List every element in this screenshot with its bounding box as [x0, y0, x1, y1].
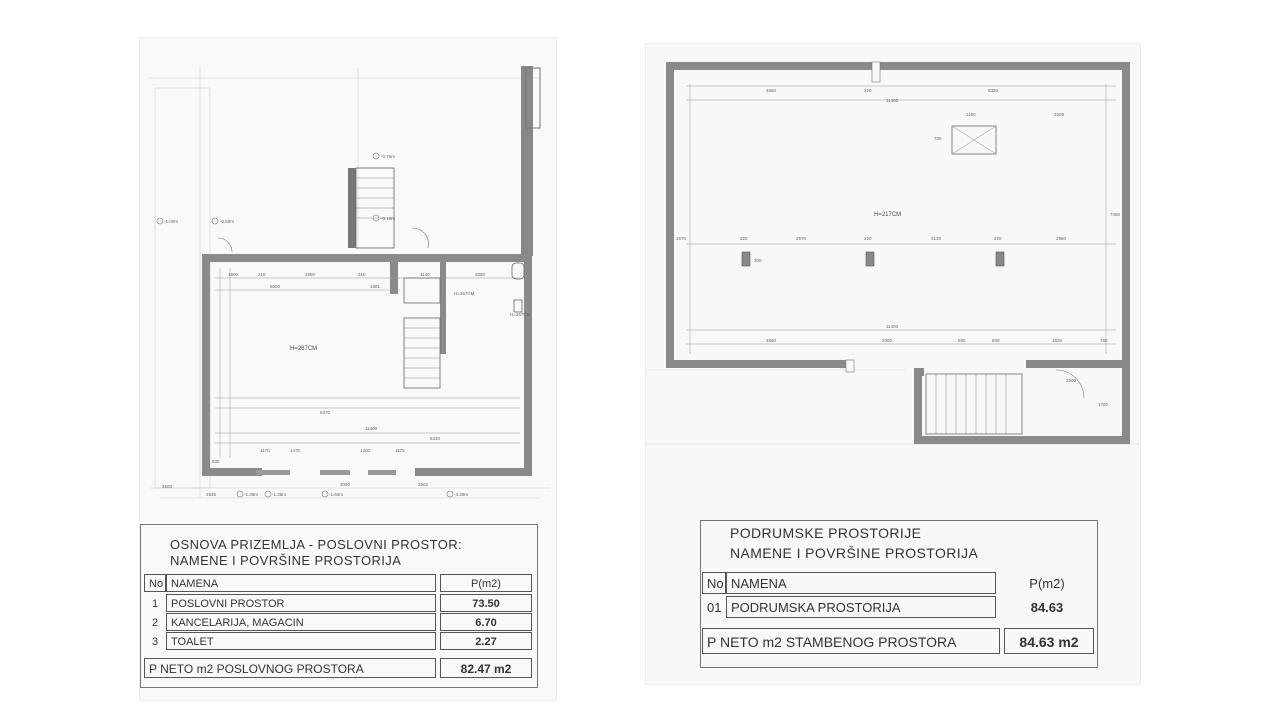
dimension-label: 1200: [360, 448, 371, 453]
room-name: TOALET: [166, 632, 436, 650]
dimension-label: 1175: [395, 448, 405, 453]
room-height-label: H=217CM: [874, 212, 902, 218]
column-header-name: NAMENA: [726, 572, 996, 594]
dimension-label: 1470: [290, 448, 301, 453]
dimension-label: 1600: [228, 272, 239, 277]
dimension-label: 840: [992, 338, 1000, 343]
table-row: [144, 632, 536, 650]
dimension-label: 2970: [796, 236, 807, 241]
basement-area-table: [700, 520, 1100, 670]
dimension-label: 680: [958, 338, 966, 343]
table-row: [702, 596, 1096, 618]
room-area: 6.70: [440, 613, 532, 631]
level-mark: -1.38m: [244, 492, 259, 497]
dimension-label: 300: [754, 258, 762, 263]
table-total-row: [702, 628, 1096, 654]
dimension-label: 210: [358, 272, 366, 277]
room-name: POSLOVNI PROSTOR: [166, 594, 436, 612]
room-name: PODRUMSKA PROSTORIJA: [726, 596, 996, 618]
ground-floor-area-table: [140, 524, 540, 694]
total-label: P NETO m2 POSLOVNOG PROSTORA: [144, 658, 436, 678]
table-row: [144, 613, 536, 631]
total-value: 82.47 m2: [440, 658, 532, 678]
dimension-label: 1700: [1098, 402, 1109, 407]
dimension-label: 1670: [676, 236, 687, 241]
dimension-label: 780: [1100, 338, 1108, 343]
dimension-label: 4860: [766, 338, 777, 343]
column-header-area: P(m2): [440, 574, 532, 592]
dimension-label: 6320: [988, 88, 999, 93]
dimension-label: 2050: [475, 272, 486, 277]
room-height-label: H=267CM: [510, 312, 531, 317]
dimension-label: 630: [212, 459, 220, 464]
room-name: KANCELARIJA, MAGACIN: [166, 613, 436, 631]
dimension-label: 2000: [882, 338, 893, 343]
dimension-label: 6370: [320, 410, 331, 415]
dimension-label: 220: [864, 236, 872, 241]
level-mark: -1.00m: [164, 219, 179, 224]
table-title: OSNOVA PRIZEMLJA - POSLOVNI PROSTOR:: [170, 537, 463, 552]
dimension-label: 11400: [886, 98, 899, 103]
level-mark: -0.10m: [381, 216, 396, 221]
dimension-label: 220: [864, 88, 872, 93]
total-label: P NETO m2 STAMBENOG PROSTORA: [702, 628, 1000, 654]
dimension-label: 1180: [966, 112, 976, 117]
room-height-label: H=267CM: [290, 346, 318, 352]
dimension-label: 4860: [766, 88, 777, 93]
dimension-label: 2980: [1056, 236, 1067, 241]
level-mark: -0.60m: [220, 219, 235, 224]
dimension-label: 2500: [1066, 378, 1077, 383]
dimension-label: 1881: [370, 284, 381, 289]
table-subtitle: NAMENE I POVRŠINE PROSTORIJA: [170, 553, 402, 568]
dimension-label: 7450: [1110, 212, 1121, 217]
ground-floor-sheet: [140, 38, 556, 700]
room-area: 2.27: [440, 632, 532, 650]
dimension-label: 1140: [420, 272, 430, 277]
table-total-row: [144, 658, 536, 678]
dimension-label: 3209: [1054, 112, 1065, 117]
row-number: 3: [151, 636, 159, 648]
total-value: 84.63 m2: [1004, 628, 1094, 654]
table-title: PODRUMSKE PROSTORIJE: [730, 525, 922, 541]
dimension-label: 220: [740, 236, 748, 241]
column-header-area: P(m2): [1029, 576, 1065, 591]
column-header-no: No: [144, 574, 166, 592]
column-header-name: NAMENA: [166, 574, 436, 592]
level-mark: -1.66m: [329, 492, 344, 497]
table-header-row: [702, 572, 1096, 594]
dimension-label: 6430: [430, 436, 441, 441]
level-mark: -0.75m: [381, 154, 396, 159]
room-area: 84.63: [1030, 600, 1064, 615]
dimension-label: 3090: [340, 482, 351, 487]
row-number: 1: [151, 598, 159, 610]
dimension-label: 11400: [365, 426, 378, 431]
level-mark: -3.30m: [454, 492, 469, 497]
dimension-label: 220: [994, 236, 1002, 241]
dimension-label: 2950: [305, 272, 316, 277]
dimension-label: 210: [258, 272, 266, 277]
dimension-label: 1820: [1052, 338, 1063, 343]
dimension-label: 5000: [270, 284, 281, 289]
dimension-label: 2502: [418, 482, 429, 487]
dimension-label: 730: [934, 136, 942, 141]
row-number: 01: [707, 600, 722, 615]
level-mark: -1.38m: [272, 492, 287, 497]
dimension-label: 2636: [206, 492, 217, 497]
dimension-label: 1170: [260, 448, 270, 453]
dimension-label: 3130: [931, 236, 942, 241]
table-subtitle: NAMENE I POVRŠINE PROSTORIJA: [730, 545, 979, 561]
row-number: 2: [151, 617, 159, 629]
table-header-row: [144, 574, 536, 592]
table-row: [144, 594, 536, 612]
dimension-label: 11400: [886, 324, 899, 329]
basement-sheet: [646, 44, 1140, 684]
room-height-label: H=267CM: [454, 291, 475, 296]
column-header-no: No: [702, 572, 726, 594]
dimension-label: 2500: [162, 484, 173, 489]
room-area: 73.50: [440, 594, 532, 612]
